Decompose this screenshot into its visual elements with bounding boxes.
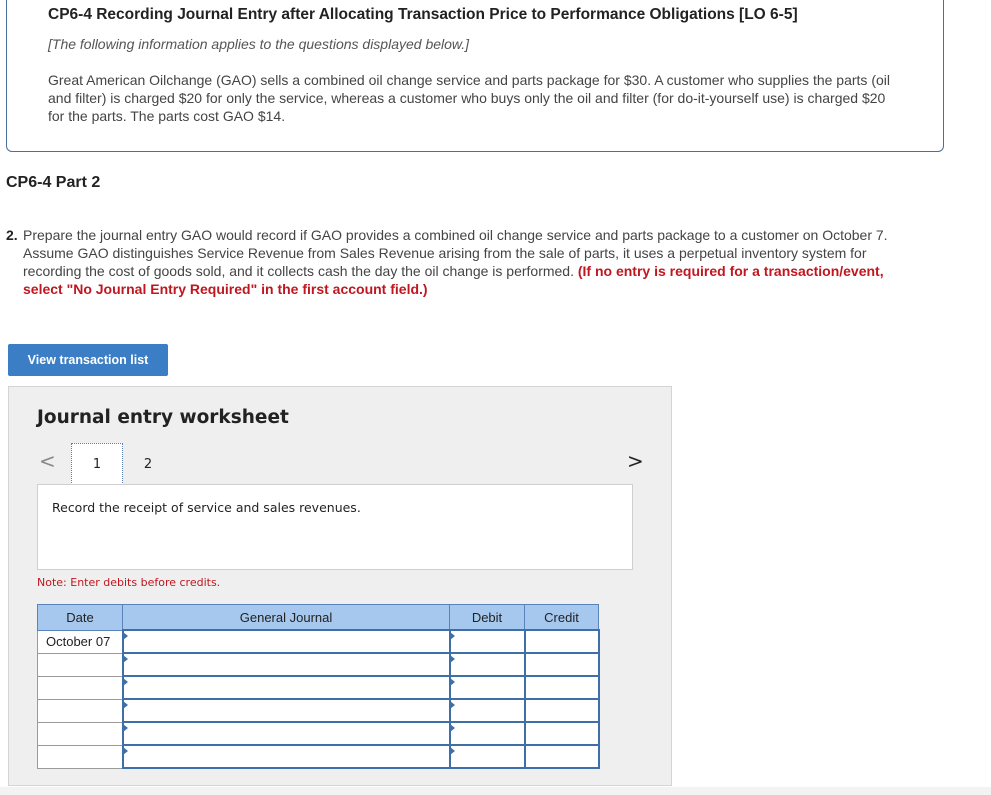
dropdown-marker-icon — [123, 701, 128, 709]
column-header-debit: Debit — [450, 605, 525, 631]
dropdown-marker-icon — [450, 747, 455, 755]
date-cell[interactable] — [38, 699, 123, 722]
date-cell[interactable] — [38, 745, 123, 768]
debit-input[interactable] — [450, 699, 525, 722]
column-header-date: Date — [38, 605, 123, 631]
account-select[interactable] — [123, 745, 450, 768]
chevron-left-icon[interactable]: < — [39, 449, 56, 473]
worksheet-tab-2[interactable]: 2 — [143, 456, 153, 472]
column-header-general-journal: General Journal — [123, 605, 450, 631]
journal-row — [38, 653, 599, 676]
debit-input[interactable] — [450, 745, 525, 768]
problem-note: [The following information applies to the questions displayed below.] — [48, 36, 470, 52]
question-instruction: (If no entry is required for a transaction/event, select "No Journal Entry Required" in the first account field.) — [23, 263, 884, 297]
journal-row — [38, 676, 599, 699]
credit-input[interactable] — [525, 699, 599, 722]
debits-credits-note: Note: Enter debits before credits. — [37, 576, 221, 589]
date-cell: October 07 — [38, 630, 123, 653]
credit-input[interactable] — [525, 722, 599, 745]
account-select[interactable] — [123, 630, 450, 653]
debit-input[interactable] — [450, 722, 525, 745]
account-select[interactable] — [123, 653, 450, 676]
part-title: CP6-4 Part 2 — [6, 174, 101, 191]
date-cell[interactable] — [38, 722, 123, 745]
dropdown-marker-icon — [450, 655, 455, 663]
transaction-description: Record the receipt of service and sales revenues. — [52, 500, 361, 515]
credit-input[interactable] — [525, 630, 599, 653]
debit-input[interactable] — [450, 653, 525, 676]
journal-row — [38, 630, 599, 653]
account-select[interactable] — [123, 722, 450, 745]
question-body: Prepare the journal entry GAO would record if GAO provides a combined oil change service and parts package to a customer on October 7. Assume GAO distinguishes Service Revenue from Sales Revenue arising from the sale of parts, it uses a perpetual inventory system for recording the cost of goods sold, and it collects cash the day the oil change is performed. — [23, 227, 888, 279]
date-cell[interactable] — [38, 653, 123, 676]
transaction-description-box — [37, 484, 633, 570]
account-select[interactable] — [123, 699, 450, 722]
dropdown-marker-icon — [123, 632, 128, 640]
view-transaction-list-button[interactable]: View transaction list — [8, 344, 168, 376]
credit-input[interactable] — [525, 653, 599, 676]
chevron-right-icon[interactable]: > — [627, 449, 644, 473]
dropdown-marker-icon — [123, 678, 128, 686]
journal-row — [38, 722, 599, 745]
dropdown-marker-icon — [450, 632, 455, 640]
problem-title: CP6-4 Recording Journal Entry after Allocating Transaction Price to Performance Obligations [LO 6-5] — [48, 6, 798, 23]
debit-input[interactable] — [450, 676, 525, 699]
dropdown-marker-icon — [450, 724, 455, 732]
dropdown-marker-icon — [123, 655, 128, 663]
dropdown-marker-icon — [450, 701, 455, 709]
dropdown-marker-icon — [450, 678, 455, 686]
page-footer-strip — [0, 787, 991, 795]
credit-input[interactable] — [525, 745, 599, 768]
dropdown-marker-icon — [123, 724, 128, 732]
credit-input[interactable] — [525, 676, 599, 699]
debit-input[interactable] — [450, 630, 525, 653]
journal-row — [38, 745, 599, 768]
worksheet-title: Journal entry worksheet — [37, 407, 289, 428]
account-select[interactable] — [123, 676, 450, 699]
journal-row — [38, 699, 599, 722]
question-number: 2. — [6, 227, 18, 243]
question-text — [6, 226, 926, 298]
worksheet-tab-1[interactable]: 1 — [71, 443, 123, 485]
journal-entry-worksheet — [8, 386, 672, 786]
problem-description: Great American Oilchange (GAO) sells a combined oil change service and parts package for $30. A customer who supplies the parts (oil and filter) is charged $20 for only the service, whereas a customer who buys only the oil and filter (for do-it-yourself use) is charged $20 for the parts. The parts cost GAO $14. — [48, 72, 890, 124]
column-header-credit: Credit — [525, 605, 599, 631]
journal-table — [37, 604, 600, 769]
dropdown-marker-icon — [123, 747, 128, 755]
date-cell[interactable] — [38, 676, 123, 699]
